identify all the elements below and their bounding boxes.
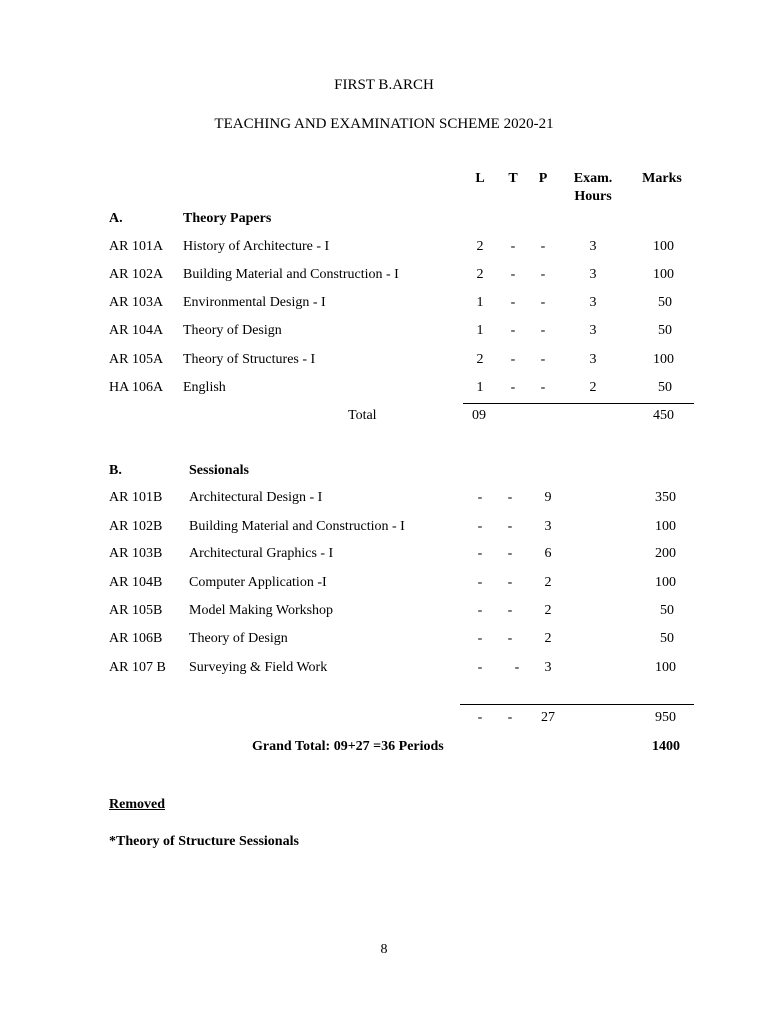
- header-t: T: [508, 171, 518, 186]
- exam-hours: 3: [589, 295, 597, 310]
- sessional-total-divider: [460, 704, 694, 705]
- lecture-hours: 1: [476, 380, 484, 395]
- marks: 50: [658, 323, 672, 338]
- course-code: AR 103A: [109, 295, 164, 310]
- course-name: Surveying & Field Work: [189, 660, 328, 675]
- practical-hours: -: [540, 295, 546, 310]
- lecture-hours: 2: [476, 267, 484, 282]
- course-code: AR 105B: [109, 603, 163, 618]
- course-name: Computer Application -I: [189, 575, 327, 590]
- sessional-total-marks: 950: [655, 710, 676, 725]
- course-name: Architectural Design - I: [189, 490, 323, 505]
- tutorial-hours: -: [510, 295, 516, 310]
- course-code: AR 103B: [109, 546, 163, 561]
- grand-total-label: Grand Total: 09+27 =36 Periods: [252, 739, 444, 754]
- marks: 50: [660, 631, 674, 646]
- practical-hours: 3: [544, 660, 552, 675]
- marks: 100: [655, 660, 676, 675]
- exam-hours: 3: [589, 323, 597, 338]
- grand-total-marks: 1400: [652, 739, 680, 754]
- lecture-hours: -: [477, 490, 483, 505]
- lecture-hours: 2: [476, 352, 484, 367]
- lecture-hours: -: [477, 631, 483, 646]
- header-marks: Marks: [642, 171, 682, 186]
- practical-hours: -: [540, 352, 546, 367]
- exam-hours: 3: [589, 239, 597, 254]
- header-l: L: [475, 171, 485, 186]
- lecture-hours: 1: [476, 323, 484, 338]
- marks: 50: [660, 603, 674, 618]
- course-code: AR 102B: [109, 519, 163, 534]
- theory-total-label: Total: [348, 408, 377, 423]
- marks: 50: [658, 380, 672, 395]
- course-name: Theory of Structures - I: [183, 352, 316, 367]
- tutorial-hours: -: [514, 660, 520, 675]
- header-hours: Hours: [574, 189, 612, 204]
- course-name: History of Architecture - I: [183, 239, 330, 254]
- practical-hours: -: [540, 323, 546, 338]
- marks: 100: [653, 239, 674, 254]
- course-code: AR 101B: [109, 490, 163, 505]
- sessional-total-tutorials: -: [507, 710, 513, 725]
- practical-hours: -: [540, 267, 546, 282]
- section-a-letter: A.: [109, 211, 123, 226]
- lecture-hours: 1: [476, 295, 484, 310]
- course-name: Environmental Design - I: [183, 295, 326, 310]
- exam-hours: 3: [589, 267, 597, 282]
- lecture-hours: -: [477, 519, 483, 534]
- marks: 100: [655, 519, 676, 534]
- practical-hours: 9: [544, 490, 552, 505]
- practical-hours: -: [540, 380, 546, 395]
- marks: 350: [655, 490, 676, 505]
- lecture-hours: -: [477, 546, 483, 561]
- removed-heading: Removed: [109, 797, 165, 812]
- marks: 200: [655, 546, 676, 561]
- marks: 100: [653, 267, 674, 282]
- tutorial-hours: -: [507, 546, 513, 561]
- tutorial-hours: -: [510, 239, 516, 254]
- sessional-total-lectures: -: [477, 710, 483, 725]
- course-name: Building Material and Construction - I: [189, 519, 405, 534]
- theory-total-lectures: 09: [472, 408, 486, 423]
- course-code: AR 107 B: [109, 660, 166, 675]
- course-code: AR 104A: [109, 323, 164, 338]
- practical-hours: 2: [544, 631, 552, 646]
- marks: 100: [653, 352, 674, 367]
- practical-hours: 2: [544, 603, 552, 618]
- lecture-hours: -: [477, 575, 483, 590]
- exam-hours: 2: [589, 380, 597, 395]
- course-code: AR 105A: [109, 352, 164, 367]
- practical-hours: 6: [544, 546, 552, 561]
- tutorial-hours: -: [507, 575, 513, 590]
- tutorial-hours: -: [510, 352, 516, 367]
- course-code: HA 106A: [109, 380, 164, 395]
- course-name: Architectural Graphics - I: [189, 546, 334, 561]
- lecture-hours: -: [477, 660, 483, 675]
- page-subtitle: TEACHING AND EXAMINATION SCHEME 2020-21: [214, 116, 554, 132]
- practical-hours: 3: [544, 519, 552, 534]
- course-code: AR 104B: [109, 575, 163, 590]
- marks: 100: [655, 575, 676, 590]
- course-name: Theory of Design: [183, 323, 282, 338]
- page-number: 8: [380, 942, 388, 957]
- header-exam: Exam.: [573, 171, 613, 186]
- section-b-heading: Sessionals: [189, 463, 249, 478]
- tutorial-hours: -: [510, 380, 516, 395]
- tutorial-hours: -: [507, 490, 513, 505]
- theory-total-marks: 450: [653, 408, 674, 423]
- exam-hours: 3: [589, 352, 597, 367]
- tutorial-hours: -: [507, 631, 513, 646]
- section-a-heading: Theory Papers: [183, 211, 272, 226]
- course-code: AR 102A: [109, 267, 164, 282]
- course-code: AR 106B: [109, 631, 163, 646]
- sessional-total-practicals: 27: [541, 710, 555, 725]
- tutorial-hours: -: [510, 267, 516, 282]
- header-p: P: [538, 171, 548, 186]
- course-name: Theory of Design: [189, 631, 288, 646]
- course-name: Model Making Workshop: [189, 603, 334, 618]
- tutorial-hours: -: [510, 323, 516, 338]
- tutorial-hours: -: [507, 519, 513, 534]
- removed-item: *Theory of Structure Sessionals: [109, 834, 299, 849]
- tutorial-hours: -: [507, 603, 513, 618]
- course-name: English: [183, 380, 226, 395]
- lecture-hours: -: [477, 603, 483, 618]
- total-divider: [463, 403, 694, 404]
- practical-hours: -: [540, 239, 546, 254]
- marks: 50: [658, 295, 672, 310]
- section-b-letter: B.: [109, 463, 122, 478]
- practical-hours: 2: [544, 575, 552, 590]
- course-name: Building Material and Construction - I: [183, 267, 399, 282]
- lecture-hours: 2: [476, 239, 484, 254]
- page-title: FIRST B.ARCH: [334, 77, 434, 93]
- course-code: AR 101A: [109, 239, 164, 254]
